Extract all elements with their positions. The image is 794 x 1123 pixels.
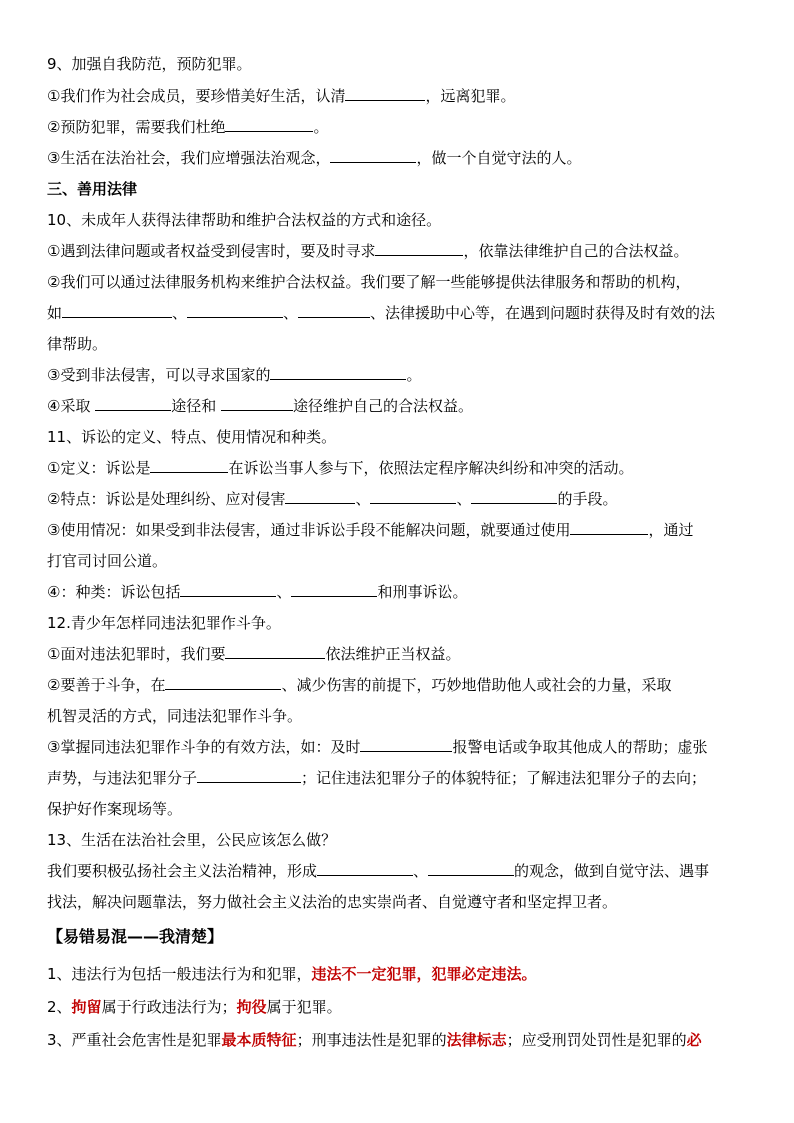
answer-blank[interactable] [330, 148, 416, 163]
answer-blank[interactable] [471, 489, 557, 504]
answer-blank[interactable] [165, 675, 281, 690]
answer-blank[interactable] [225, 117, 313, 132]
q13-line-2: 找法，解决问题靠法，努力做社会主义法治的忠实崇尚者、自觉遵守者和坚定捍卫者。 [47, 893, 618, 911]
answer-blank[interactable] [270, 365, 406, 380]
q10-line-6: ④采取 途径和 途径维护自己的合法权益。 [47, 397, 474, 415]
answer-blank[interactable] [345, 86, 425, 101]
confusion-item-2: 2、拘留属于行政违法行为；拘役属于犯罪。 [47, 998, 342, 1016]
q12-line-2: ②要善于斗争，在 、减少伤害的前提下，巧妙地借助他人或社会的力量，采取 [47, 676, 672, 694]
q9-title: 9、加强自我防范，预防犯罪。 [47, 55, 252, 73]
answer-blank[interactable] [221, 396, 293, 411]
answer-blank[interactable] [360, 737, 452, 752]
q11-line-4: 打官司讨回公道。 [47, 552, 168, 570]
q11-title: 11、诉讼的定义、特点、使用情况和种类。 [47, 428, 337, 446]
q10-line-3: 如 、 、 、法律援助中心等，在遇到问题时获得及时有效的法 [47, 304, 716, 322]
q9-line-1: ①我们作为社会成员，要珍惜美好生活，认清 ，远离犯罪。 [47, 87, 516, 105]
answer-blank[interactable] [180, 582, 276, 597]
q12-line-1: ①面对违法犯罪时，我们要 依法维护正当权益。 [47, 645, 461, 663]
confusion-item-3: 3、严重社会危害性是犯罪最本质特征；刑事违法性是犯罪的法律标志；应受刑罚处罚性是犯罪的必 [47, 1031, 702, 1049]
answer-blank[interactable] [285, 489, 355, 504]
answer-blank[interactable] [428, 861, 514, 876]
answer-blank[interactable] [317, 861, 413, 876]
q10-line-1: ①遇到法律问题或者权益受到侵害时，要及时寻求 ，依靠法律维护自己的合法权益。 [47, 242, 689, 260]
answer-blank[interactable] [570, 520, 648, 535]
q12-line-5: 声势，与违法犯罪分子 ；记住违法犯罪分子的体貌特征；了解违法犯罪分子的去向； [47, 769, 707, 787]
answer-blank[interactable] [291, 582, 377, 597]
q12-line-6: 保护好作案现场等。 [47, 800, 183, 818]
answer-blank[interactable] [298, 303, 370, 318]
section-3-heading: 三、善用法律 [47, 180, 138, 198]
q10-line-5: ③受到非法侵害，可以寻求国家的 。 [47, 366, 422, 384]
q10-line-4: 律帮助。 [47, 335, 108, 353]
answer-blank[interactable] [62, 303, 172, 318]
q11-line-1: ①定义：诉讼是 在诉讼当事人参与下，依照法定程序解决纠纷和冲突的活动。 [47, 459, 634, 477]
q13-title: 13、生活在法治社会里，公民应该怎么做？ [47, 831, 337, 849]
answer-blank[interactable] [370, 489, 456, 504]
q11-line-3: ③使用情况：如果受到非法侵害，通过非诉讼手段不能解决问题，就要通过使用 ，通过 [47, 521, 694, 539]
q12-title: 12.青少年怎样同违法犯罪作斗争。 [47, 614, 281, 632]
q11-line-5: ④：种类：诉讼包括 、 和刑事诉讼。 [47, 583, 468, 601]
answer-blank[interactable] [375, 241, 463, 256]
q9-line-3: ③生活在法治社会，我们应增强法治观念， ，做一个自觉守法的人。 [47, 149, 582, 167]
q11-line-2: ②特点：诉讼是处理纠纷、应对侵害 、 、 的手段。 [47, 490, 618, 508]
confusion-heading: 【易错易混——我清楚】 [47, 927, 224, 946]
q10-line-2: ②我们可以通过法律服务机构来维护合法权益。我们要了解一些能够提供法律服务和帮助的机构， [47, 273, 691, 291]
q12-line-3: 机智灵活的方式，同违法犯罪作斗争。 [47, 707, 303, 725]
answer-blank[interactable] [197, 768, 301, 783]
q9-line-2: ②预防犯罪，需要我们杜绝 。 [47, 118, 329, 136]
answer-blank[interactable] [150, 458, 228, 473]
answer-blank[interactable] [187, 303, 283, 318]
q10-title: 10、未成年人获得法律帮助和维护合法权益的方式和途径。 [47, 211, 442, 229]
q13-line-1: 我们要积极弘扬社会主义法治精神，形成 、 的观念，做到自觉守法、遇事 [47, 862, 710, 880]
q12-line-4: ③掌握同违法犯罪作斗争的有效方法，如：及时 报警电话或争取其他成人的帮助；虚张 [47, 738, 708, 756]
answer-blank[interactable] [95, 396, 171, 411]
answer-blank[interactable] [225, 644, 325, 659]
confusion-item-1: 1、违法行为包括一般违法行为和犯罪，违法不一定犯罪，犯罪必定违法。 [47, 965, 537, 983]
